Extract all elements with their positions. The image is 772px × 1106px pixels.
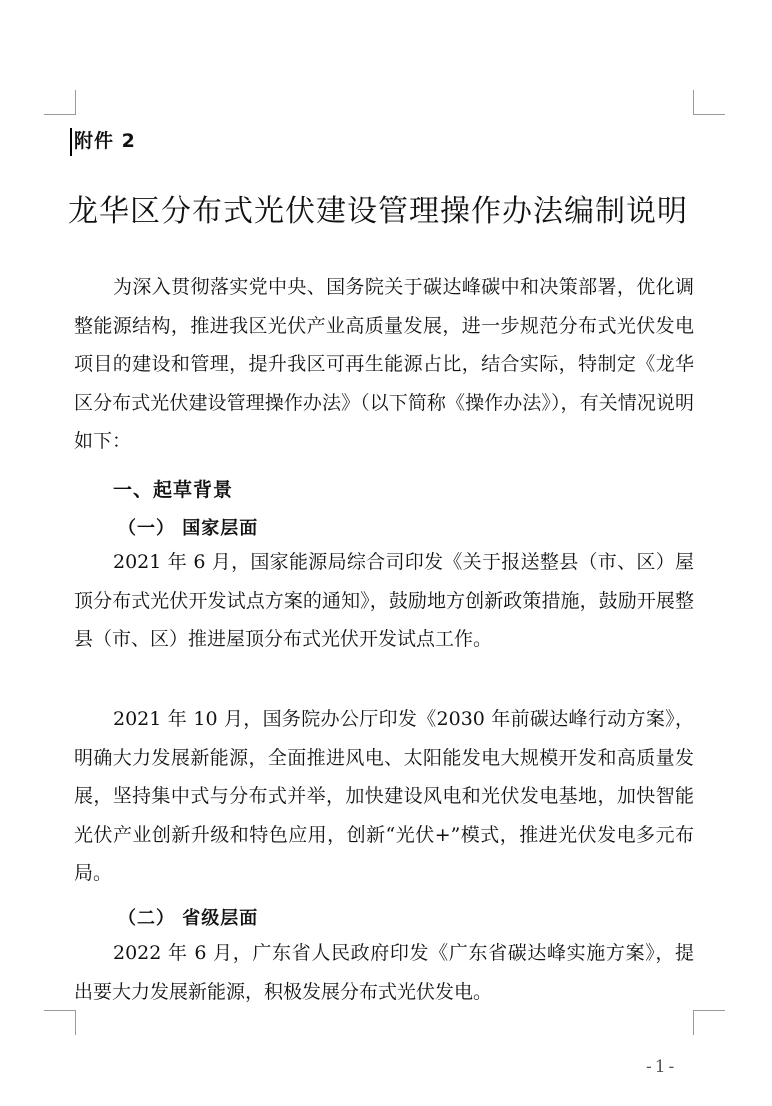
section-heading-background: 一、起草背景 bbox=[113, 479, 234, 501]
crop-mark-bottom-right-h bbox=[693, 1010, 725, 1011]
national-paragraph-2: 2021 年 10 月，国务院办公厅印发《2030 年前碳达峰行动方案》，明确大力发展新能源，全面推进风电、太阳能发电大规模开发和高质量发展，坚持集中式与分布式并举，加快建设风电和光伏发电基地，加快智能光伏产业创新升级和特色应用，创新“光伏+”模式，推进光伏发电多元布局。 bbox=[74, 708, 694, 884]
crop-mark-top-left-h bbox=[44, 114, 76, 115]
crop-mark-top-right-h bbox=[693, 114, 725, 115]
provincial-paragraph-1: 2022 年 6 月，广东省人民政府印发《广东省碳达峰实施方案》，提出要大力发展新能源，积极发展分布式光伏发电。 bbox=[74, 942, 694, 1003]
page-number: -1- bbox=[646, 1057, 678, 1077]
text-cursor bbox=[70, 128, 72, 156]
crop-mark-bottom-right-v bbox=[693, 1010, 694, 1035]
subsection-heading-national: （一） 国家层面 bbox=[118, 518, 259, 539]
subsection-heading-provincial: （二） 省级层面 bbox=[118, 908, 259, 929]
national-paragraph-1: 2021 年 6 月，国家能源局综合司印发《关于报送整县（市、区）屋顶分布式光伏开发试点方案的通知》，鼓励地方创新政策措施，鼓励开展整县（市、区）推进屋顶分布式光伏开发试点工作。 bbox=[74, 551, 694, 650]
intro-paragraph: 为深入贯彻落实党中央、国务院关于碳达峰碳中和决策部署，优化调整能源结构，推进我区光伏产业高质量发展，进一步规范分布式光伏发电项目的建设和管理，提升我区可再生能源占比，结合实际，特制定《龙华区分布式光伏建设管理操作办法》（以下简称《操作办法》），有关情况说明如下： bbox=[74, 276, 694, 452]
crop-mark-top-left-v bbox=[75, 90, 76, 115]
crop-mark-bottom-left-v bbox=[75, 1010, 76, 1035]
crop-mark-top-right-v bbox=[693, 90, 694, 115]
attachment-label: 附件 2 bbox=[74, 130, 136, 152]
document-title: 龙华区分布式光伏建设管理操作办法编制说明 bbox=[68, 194, 688, 229]
crop-mark-bottom-left-h bbox=[44, 1010, 76, 1011]
